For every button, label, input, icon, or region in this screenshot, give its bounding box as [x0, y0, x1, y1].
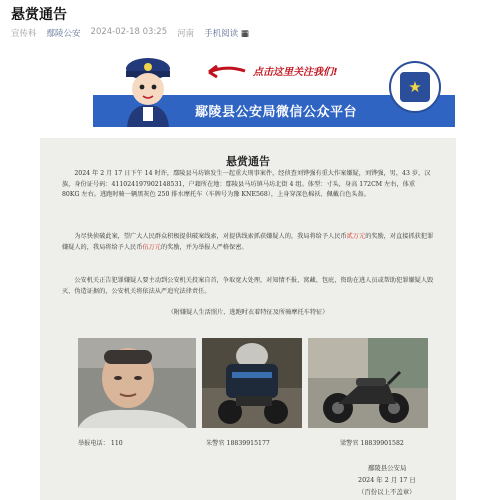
article-title: 悬赏通告	[11, 7, 67, 23]
meta-source: 宣传科	[11, 29, 37, 39]
notice-paragraph-case	[62, 169, 434, 201]
mobile-read-link[interactable]	[204, 27, 249, 39]
motorcycle-photo	[308, 338, 428, 428]
follow-hint: 点击这里关注我们!	[253, 67, 338, 78]
clothing-photo	[202, 338, 302, 428]
arrow-icon	[207, 63, 251, 79]
article-meta	[11, 27, 249, 39]
signature-date: 2024 年 2 月 17 日	[358, 476, 416, 484]
signature-org: 鄢陵县公安局	[368, 464, 407, 472]
wechat-follow-banner[interactable]	[93, 51, 455, 127]
publish-location: 河南	[177, 29, 195, 39]
report-phone: 举报电话： 110	[78, 440, 123, 447]
suspect-photo	[78, 338, 196, 428]
reward-notice-image	[40, 138, 456, 500]
officer-zhu-phone: 朱警官 18839915177	[206, 440, 270, 447]
reward-amount-1: 贰万元	[346, 233, 366, 240]
attachment-note: （附嫌疑人生活照片、逃跑时衣着特征及所骑摩托车特征）	[167, 309, 329, 316]
mobile-read-label: 手机阅读	[204, 29, 239, 39]
police-mascot-icon	[113, 55, 183, 127]
reward-text-c: 的奖励，并为举报人严格保密。	[161, 243, 248, 251]
case-text: 2024 年 2 月 17 日下午 14 时许，鄢陵县马坊镇发生一起重大刑事案件，经侦查刘铧强有重大作案嫌疑，刘铧强，男，43 岁，汉族，身份证号码：411024197902148531，户籍所在地：鄢陵县马坊镇马坊北街 4 组。体型：寸头，身高 172CM 左右，体重 80KG 左右。逃跑时骑一辆黑灰色 250 排水摩托车（车牌号为豫 KNE568），上身穿深色棉袄、佩戴白色头盔。	[62, 170, 431, 199]
banner-strip-text: 鄢陵县公安局微信公众平台	[195, 105, 358, 120]
notice-paragraph-reward	[62, 232, 434, 253]
account-name-link[interactable]: 鄢陵公安	[46, 29, 81, 39]
notice-paragraph-warning	[62, 276, 434, 297]
publish-datetime: 2024-02-18 03:25	[90, 27, 168, 37]
officer-liang-phone: 梁警官 18839901582	[340, 440, 404, 447]
notice-title: 悬赏通告	[226, 155, 270, 168]
reward-amount-2: 伍万元	[142, 243, 161, 251]
qr-code-icon: ▦	[240, 29, 249, 39]
reward-text-b: 的奖励，对直接抓获犯罪嫌疑人的，我局将给予人民币	[62, 233, 434, 251]
reward-text-a: 为尽快侦破此案，望广大人民群众积极提供破案线索，对提供线索抓获嫌疑人的，我局将给予人民币	[74, 233, 347, 240]
signature-note: （百份以上不盖章）	[358, 488, 416, 496]
police-badge-icon: ★	[389, 61, 441, 113]
warning-text: 公安机关正告犯罪嫌疑人要主动到公安机关投案自首，争取宽大处理，对知情不报、窝藏、包庇，资助在逃人员或帮助犯罪嫌疑人毁灭、伪造证据的，公安机关将依法从严追究法律责任。	[62, 277, 434, 295]
